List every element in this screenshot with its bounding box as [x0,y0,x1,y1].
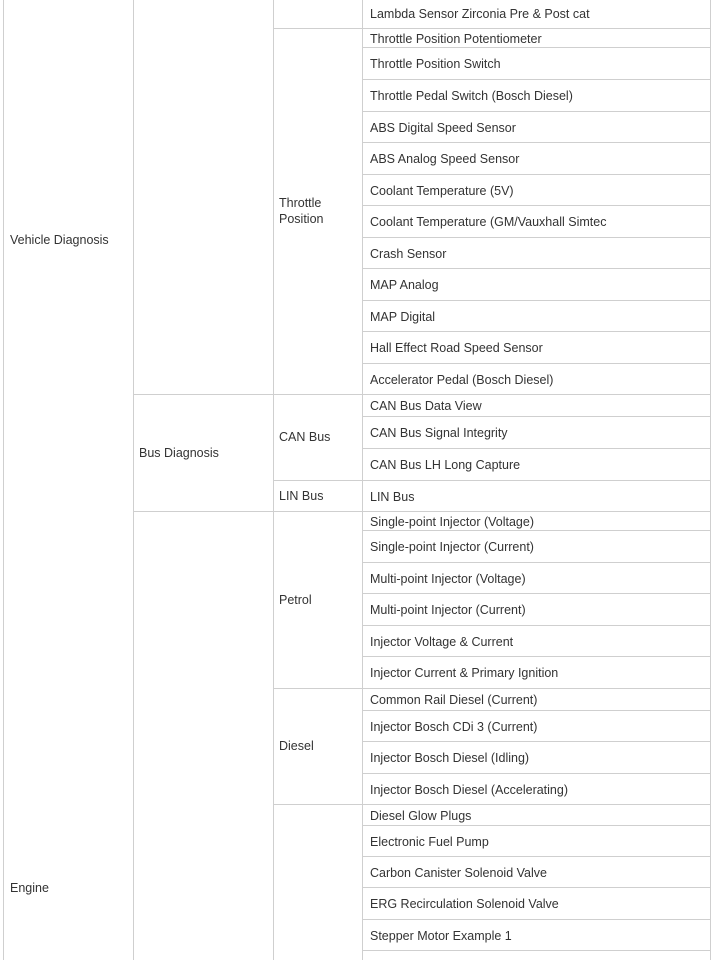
subgroup-cell: CAN Bus [279,430,331,444]
subgroup-cell: Petrol [279,592,312,607]
category-cell: Vehicle Diagnosis [10,233,109,247]
row-border [362,773,710,774]
row-border [362,593,710,594]
row-border [362,363,710,364]
row-border [362,268,710,269]
table-row: Injector Bosch Diesel (Idling) [370,751,530,765]
group-cell: Bus Diagnosis [139,445,219,460]
table-row: Lambda Sensor Zirconia Pre & Post cat [370,6,590,21]
table-row: Throttle Pedal Switch (Bosch Diesel) [370,89,573,103]
table-row: Coolant Temperature (GM/Vauxhall Simtec [370,215,607,229]
table-row: Injector Bosch CDi 3 (Current) [370,719,538,734]
row-border [362,28,710,29]
group-border [273,28,362,29]
row-border [362,804,710,805]
row-border [362,79,710,80]
table-row: CAN Bus LH Long Capture [370,458,521,472]
table-row: Crash Sensor [370,246,447,261]
row-border [362,950,710,951]
table-row: ABS Digital Speed Sensor [370,120,516,135]
row-border [362,448,710,449]
group-border [273,804,362,805]
row-border [362,480,710,481]
row-border [362,656,710,657]
table-row: Injector Voltage & Current [370,634,514,649]
table-row: Multi-point Injector (Voltage) [370,571,526,586]
table-row: Electronic Fuel Pump [370,834,489,849]
table-row: Injector Bosch Diesel (Accelerating) [370,782,568,797]
table-row: Carbon Canister Solenoid Valve [370,865,547,880]
table-row: CAN Bus Data View [370,399,482,413]
row-border [362,205,710,206]
group-border [273,480,362,481]
row-border [362,919,710,920]
table-row: MAP Digital [370,309,436,324]
row-border [362,47,710,48]
row-border [362,825,710,826]
table-row: Accelerator Pedal (Bosch Diesel) [370,372,554,387]
row-border [362,625,710,626]
table-row: Hall Effect Road Speed Sensor [370,341,543,355]
row-border [362,237,710,238]
table-row: Single-point Injector (Voltage) [370,514,534,529]
group-border [133,511,273,512]
subgroup-cell: LIN Bus [279,488,324,503]
table-row: Coolant Temperature (5V) [370,183,514,198]
category-cell: Engine [10,881,49,895]
group-border [273,688,362,689]
table-row: Multi-point Injector (Current) [370,603,526,617]
group-border [273,394,362,395]
row-border [362,710,710,711]
table-row: Stepper Motor Example 1 [370,928,512,943]
column-border [3,0,4,960]
table-row: CAN Bus Signal Integrity [370,426,508,440]
diagnosis-table [3,0,710,960]
row-border [362,688,710,689]
row-border [362,142,710,143]
table-row: ERG Recirculation Solenoid Valve [370,897,559,911]
subgroup-cell: Diesel [279,739,314,753]
table-row: Diesel Glow Plugs [370,808,472,823]
column-border [133,0,134,960]
row-border [362,331,710,332]
table-row: Common Rail Diesel (Current) [370,693,538,707]
row-border [362,741,710,742]
row-border [362,416,710,417]
row-border [362,394,710,395]
row-border [362,887,710,888]
row-border [362,300,710,301]
table-row: Injector Current & Primary Ignition [370,666,559,680]
subgroup-cell: Throttle Position [279,196,324,226]
row-border [362,856,710,857]
table-row: Throttle Position Potentiometer [370,31,542,46]
row-border [362,511,710,512]
table-row: LIN Bus [370,489,415,504]
table-row: ABS Analog Speed Sensor [370,152,520,166]
table-row: MAP Analog [370,278,439,292]
group-border [133,394,273,395]
group-border [273,511,362,512]
table-row: Single-point Injector (Current) [370,540,534,554]
row-border [362,111,710,112]
table-row: Throttle Position Switch [370,57,501,71]
row-border [362,562,710,563]
row-border [362,530,710,531]
column-border [710,0,711,960]
row-border [362,174,710,175]
